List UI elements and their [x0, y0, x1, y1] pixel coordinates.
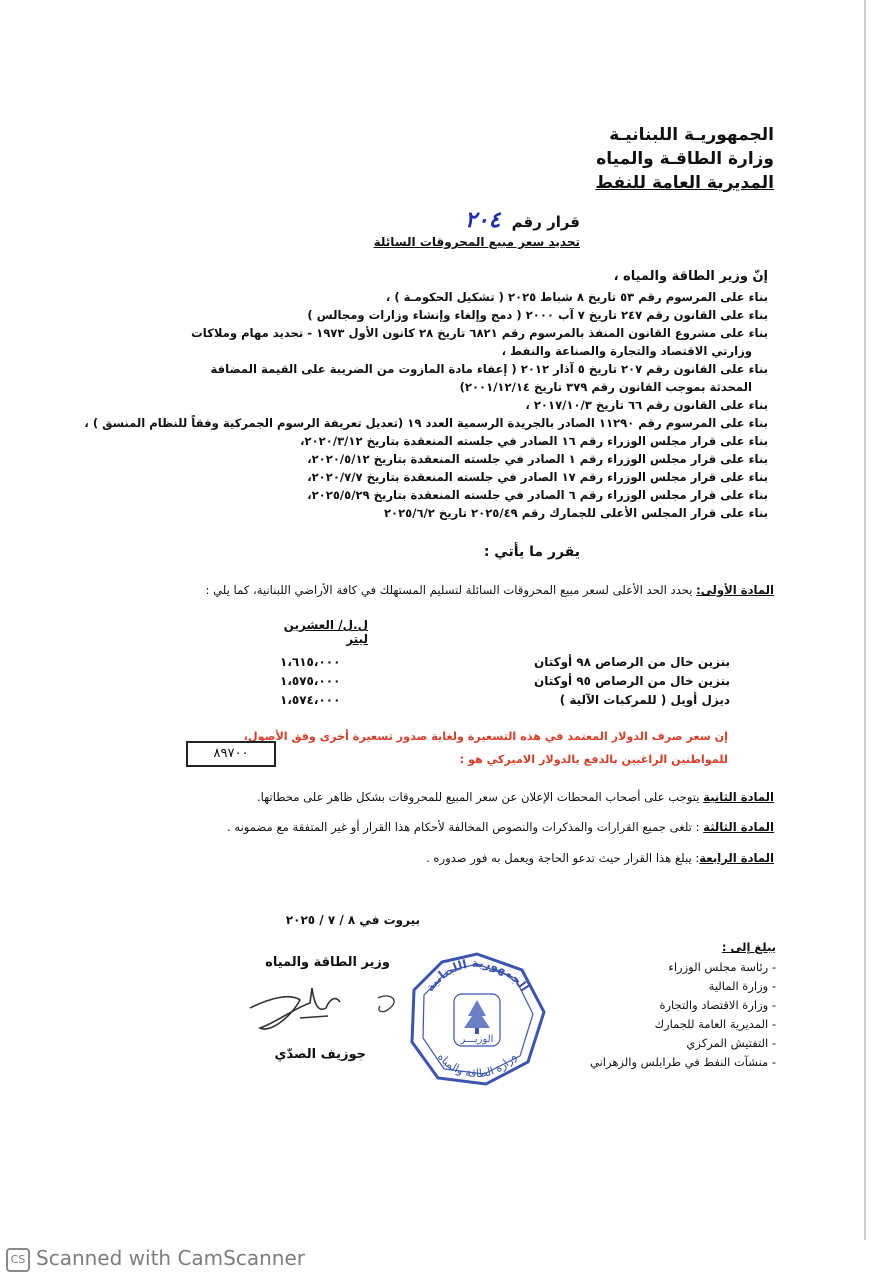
article-4-title: المادة الرابعة — [699, 851, 774, 865]
official-seal — [402, 950, 552, 1090]
minister-name: جوزيف الصدّي — [274, 1047, 366, 1062]
distribution-list — [576, 940, 776, 1072]
camscanner-logo-icon: CS — [6, 1248, 30, 1272]
preamble-line: بناء على المرسوم رقم ١١٢٩٠ الصادر بالجريدة الرسمية العدد ١٩ (تعديل تعريفة الرسوم الجمركية وفقاً للنظام المنسق ) ، — [84, 416, 768, 430]
article-2-title: المادة الثانية — [703, 790, 774, 804]
preamble-line: وزارتي الاقتصاد والتجارة والصناعة والنفط ، — [501, 344, 752, 358]
preamble-line: بناء على مشروع القانون المنفذ بالمرسوم رقم ٦٨٢١ تاريخ ٢٨ كانون الأول ١٩٧٣ - تحديد مهام وملاكات — [191, 326, 768, 340]
price-row — [280, 693, 730, 711]
price-unit-heading: ل.ل/ العشرين ليتر — [283, 618, 368, 646]
preamble — [84, 268, 768, 522]
letterhead-republic: الجمهوريـة اللبنانيـة — [609, 125, 774, 145]
svg-text:الجمهورية اللبنانية — [423, 956, 532, 994]
preamble-line: بناء على قرار مجلس الوزراء رقم ٦ الصادر في جلسته المنعقدة بتاريخ ٢٠٢٥/٥/٢٩، — [307, 488, 768, 502]
article-4 — [214, 851, 774, 865]
letterhead-directorate: المديرية العامة للنفط — [595, 173, 774, 193]
preamble-line: بناء على المرسوم رقم ٥٣ تاريخ ٨ شباط ٢٠٢٥ ( تشكيل الحكومـة ) ، — [385, 290, 768, 304]
letterhead-ministry: وزارة الطاقـة والمياه — [596, 149, 774, 169]
article-2-text: يتوجب على أصحاب المحطات الإعلان عن سعر المبيع للمحروقات بشكل ظاهر على محطاتها. — [256, 790, 704, 804]
preamble-line: بناء على قرار مجلس الوزراء رقم ١٦ الصادر في جلسته المنعقدة بتاريخ ٢٠٢٠/٣/١٢، — [300, 434, 768, 448]
distribution-item: - وزارة الاقتصاد والتجارة — [659, 998, 776, 1012]
article-3 — [214, 820, 774, 834]
article-1-text: يحدد الحد الأعلى لسعر مبيع المحروقات السائلة لتسليم المستهلك في كافة الأراضي اللبنانية، كما يلي : — [205, 583, 697, 597]
camscanner-text: Scanned with CamScanner — [36, 1246, 305, 1270]
decides-heading: يقرر ما يأتي : — [483, 544, 580, 560]
dollar-rate-note-line2: للمواطنين الراغبين بالدفع بالدولار الاميركي هو : — [459, 753, 728, 766]
distribution-item: - وزارة المالية — [708, 979, 776, 993]
preamble-line: المحدثة بموجب القانون رقم ٣٧٩ تاريخ ٢٠٠١/١٢/١٤) — [459, 380, 752, 394]
price-row — [280, 655, 730, 673]
preamble-line: بناء على القانون رقم ٢٠٧ تاريخ ٥ آذار ٢٠١٢ ( إعفاء مادة المازوت من الضريبة على القيمة المضافة — [210, 362, 768, 376]
preamble-intro: إنّ وزير الطاقة والمياه ، — [613, 269, 768, 284]
camscanner-footer — [6, 1246, 305, 1272]
fuel-name: بنزين خال من الرصاص ٩٥ أوكتان — [533, 674, 730, 688]
fuel-price: ١،٦١٥،٠٠٠ — [280, 655, 341, 669]
decision-number: ٢٠٤ — [464, 207, 501, 233]
distribution-item: - المديرية العامة للجمارك — [654, 1017, 776, 1031]
place-date: بيروت في ٨ / ٧ / ٢٠٢٥ — [285, 913, 420, 927]
distribution-item: - التفتيش المركزي — [686, 1036, 776, 1050]
fuel-name: ديزل أويل ( للمركبات الآلية ) — [559, 693, 730, 707]
decision-title — [380, 207, 580, 233]
dollar-rate-note-line1: إن سعر صرف الدولار المعتمد في هذه التسعيرة ولغاية صدور تسعيرة أخرى وفق الأصول، — [243, 730, 728, 743]
dollar-rate-box: ٨٩٧٠٠ — [186, 741, 276, 767]
distribution-title: يبلغ إلى : — [721, 940, 776, 954]
price-row — [280, 674, 730, 692]
preamble-line: بناء على قرار مجلس الوزراء رقم ١٧ الصادر في جلسته المنعقدة بتاريخ ٢٠٢٠/٧/٧، — [307, 470, 768, 484]
distribution-item: - منشآت النفط في طرابلس والزهراني — [590, 1055, 776, 1069]
article-3-text: : تلغى جميع القرارات والمذكرات والنصوص المخالفة لأحكام هذا القرار أو غير المتفقة مع مضمونه . — [226, 820, 704, 834]
svg-text:وزارة الطاقة والمياه — [435, 1050, 519, 1080]
decision-title-label: قرار رقم — [511, 213, 580, 231]
fuel-price: ١،٥٧٥،٠٠٠ — [280, 674, 341, 688]
seal-top-text: الجمهورية اللبنانية — [422, 955, 532, 995]
article-1-title: المادة الأولى: — [696, 583, 774, 597]
seal-bottom-text: وزارة الطاقة والمياه — [434, 1050, 520, 1081]
minister-title: وزير الطاقة والمياه — [265, 955, 390, 970]
distribution-item: - رئاسة مجلس الوزراء — [668, 960, 776, 974]
preamble-line: بناء على القانون رقم ٢٤٧ تاريخ ٧ آب ٢٠٠٠ ( دمج وإلغاء وإنشاء وزارات ومجالس ) — [307, 308, 768, 322]
scan-edge-line — [864, 0, 866, 1240]
fuel-price: ١،٥٧٤،٠٠٠ — [280, 693, 341, 707]
article-4-text: : يبلغ هذا القرار حيث تدعو الحاجة ويعمل به فور صدوره . — [426, 851, 700, 865]
minister-signature — [240, 978, 410, 1048]
article-1 — [205, 583, 774, 597]
article-2 — [214, 790, 774, 804]
preamble-line: بناء على القانون رقم ٦٦ تاريخ ٢٠١٧/١٠/٣ ، — [525, 398, 768, 412]
decision-subject: تحديد سعر مبيع المحروقات السائلة — [373, 235, 580, 249]
seal-center-text: الوزيـــر — [460, 1034, 494, 1045]
preamble-line: بناء على قرار المجلس الأعلى للجمارك رقم ٢٠٢٥/٤٩ تاريخ ٢٠٢٥/٦/٢ — [383, 506, 768, 520]
article-3-title: المادة الثالثة — [703, 820, 774, 834]
fuel-name: بنزين خال من الرصاص ٩٨ أوكتان — [533, 655, 730, 669]
preamble-line: بناء على قرار مجلس الوزراء رقم ١ الصادر في جلسته المنعقدة بتاريخ ٢٠٢٠/٥/١٢، — [307, 452, 768, 466]
